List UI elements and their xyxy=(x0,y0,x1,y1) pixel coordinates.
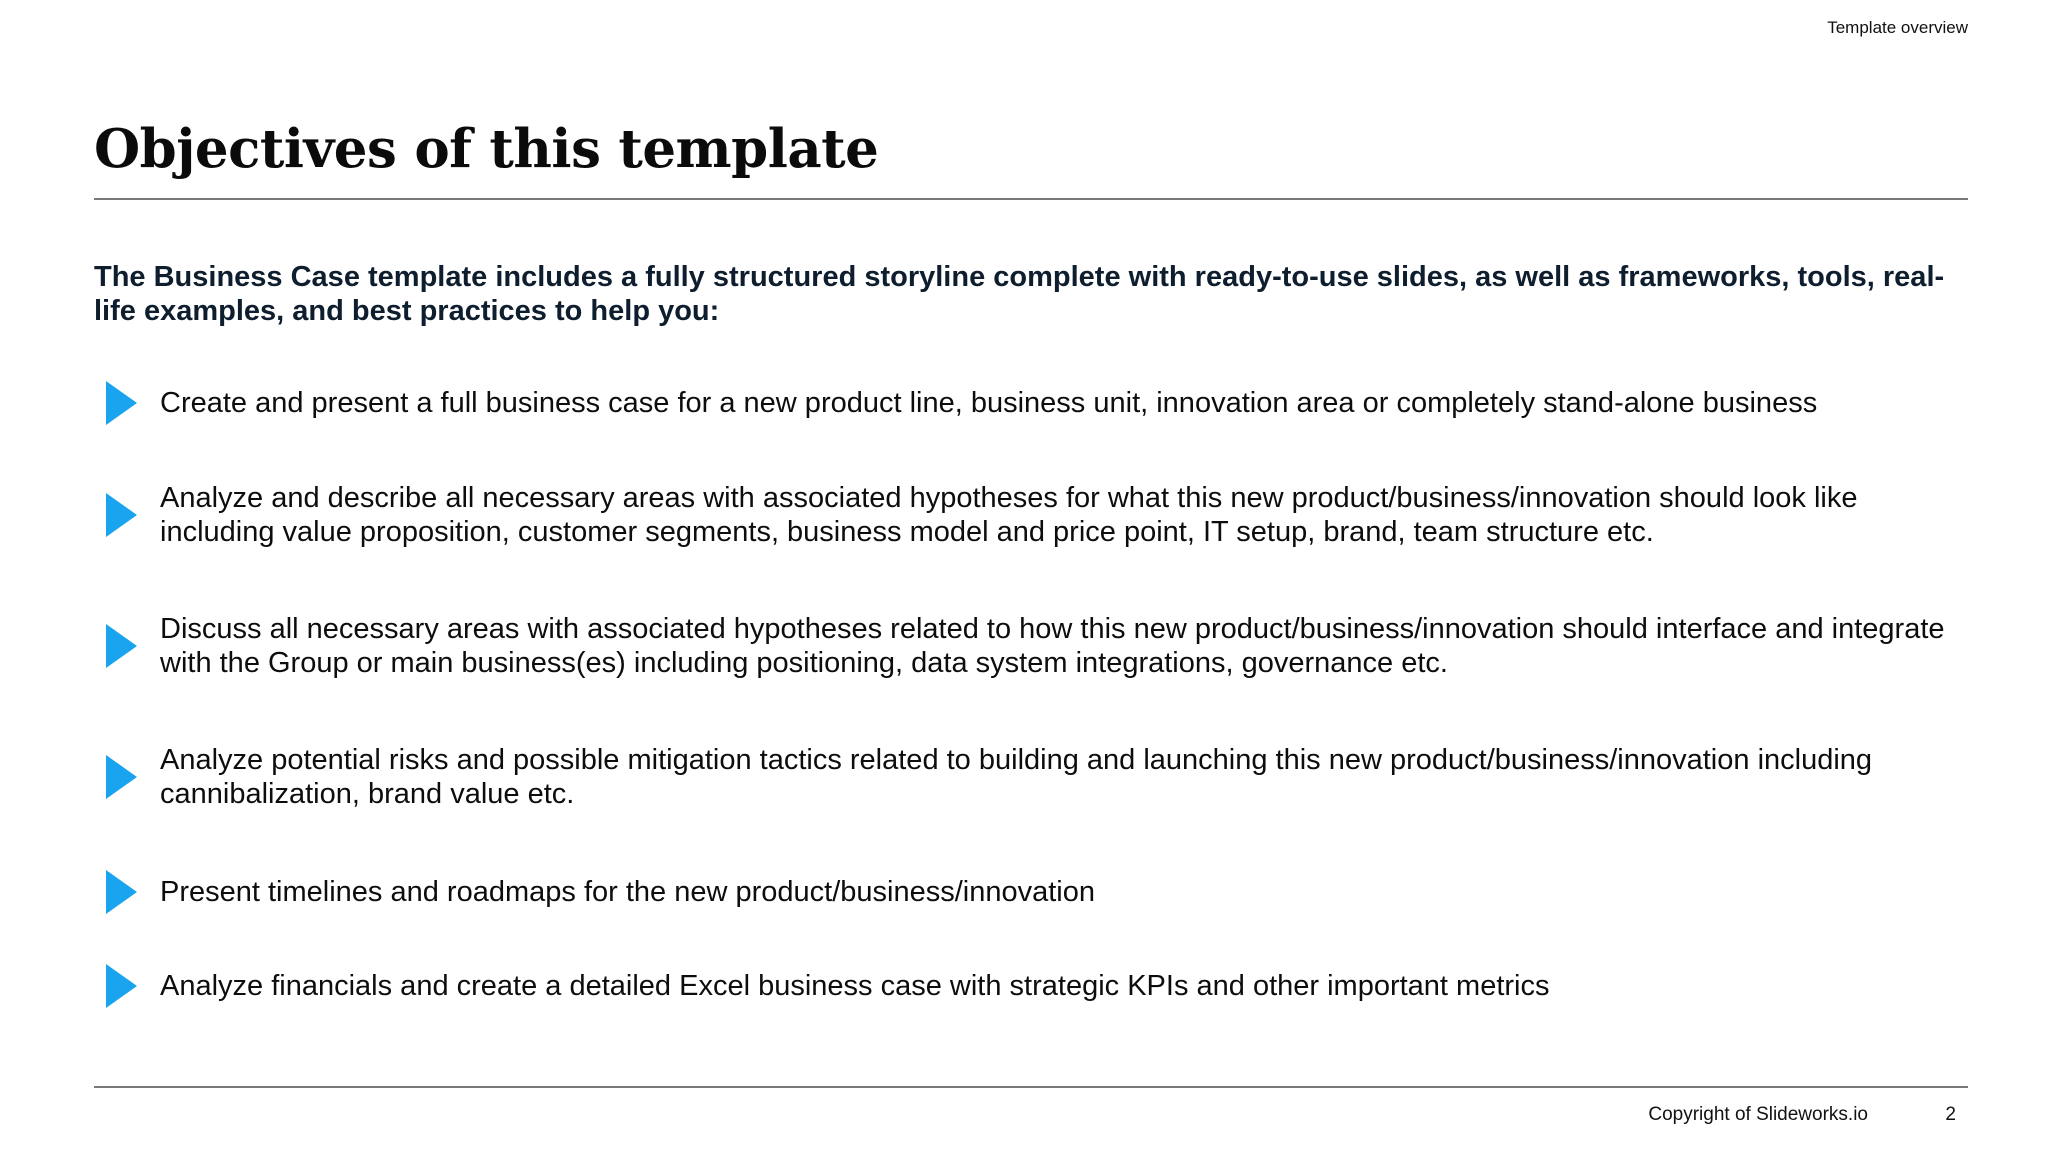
play-arrow-icon xyxy=(106,624,137,668)
objective-item xyxy=(94,480,1974,550)
play-arrow-icon xyxy=(106,493,137,537)
play-arrow-icon xyxy=(106,381,137,425)
objective-text: Analyze financials and create a detailed Excel business case with strategic KPIs and other important metrics xyxy=(160,970,1550,1002)
play-arrow-icon xyxy=(106,964,137,1008)
objective-item xyxy=(94,611,1974,681)
intro-text: The Business Case template includes a fully structured storyline complete with ready-to-use slides, as well as frameworks, tools, real-life examples, and best practices to help you: xyxy=(94,261,1945,327)
section-label: Template overview xyxy=(1827,18,1968,37)
footer-copyright: Copyright of Slideworks.io xyxy=(1648,1104,1868,1125)
page-number: 2 xyxy=(1945,1104,1956,1125)
objective-text: Create and present a full business case for a new product line, business unit, innovation area or completely stand-alone business xyxy=(160,387,1818,419)
objective-text: Analyze potential risks and possible mitigation tactics related to building and launching this new product/business/innovation including cannibalization, brand value etc. xyxy=(160,744,1873,810)
play-arrow-icon xyxy=(106,755,137,799)
objective-item xyxy=(94,742,1974,812)
title-divider xyxy=(94,198,1968,200)
page-title: Objectives of this template xyxy=(94,118,879,180)
footer-divider xyxy=(94,1086,1968,1088)
objective-item xyxy=(94,857,1974,927)
objective-item xyxy=(94,368,1974,438)
play-arrow-icon xyxy=(106,870,137,914)
objective-text: Analyze and describe all necessary areas with associated hypotheses for what this new product/business/innovation should look like including value proposition, customer segments, business model and price point, IT setup, brand, team structure etc. xyxy=(160,482,1858,548)
objective-text: Discuss all necessary areas with associated hypotheses related to how this new product/business/innovation should interface and integrate with the Group or main business(es) including positioning, data system integrations, governance etc. xyxy=(160,613,1945,679)
objective-item xyxy=(94,951,1974,1021)
objective-text: Present timelines and roadmaps for the new product/business/innovation xyxy=(160,876,1095,908)
